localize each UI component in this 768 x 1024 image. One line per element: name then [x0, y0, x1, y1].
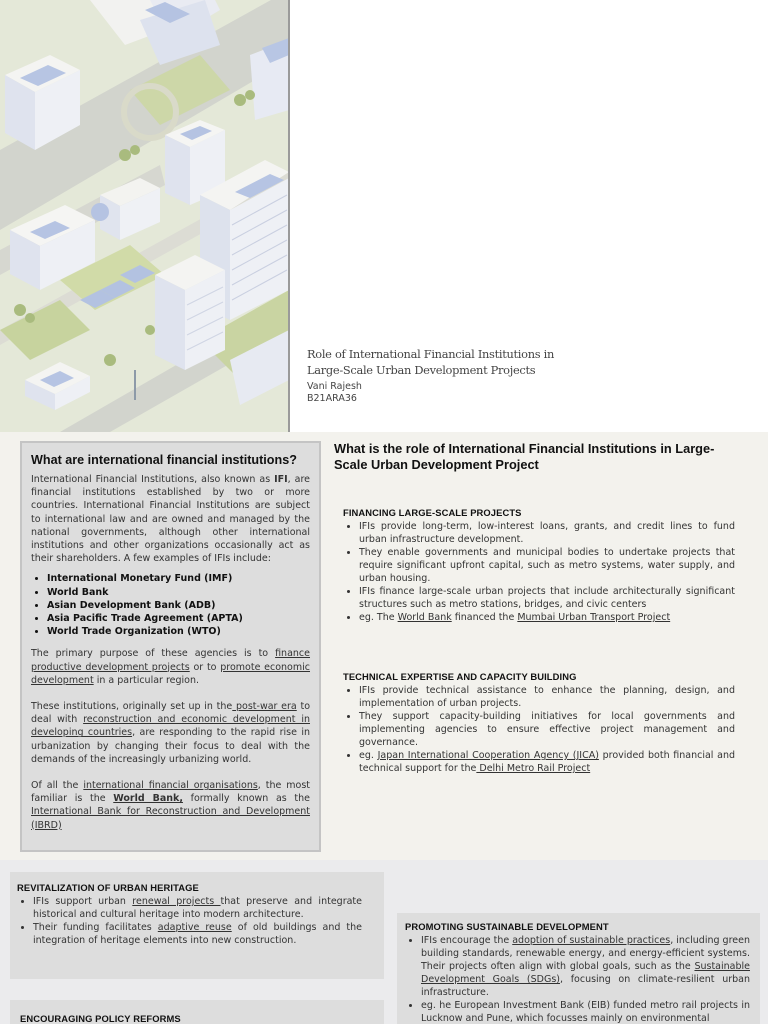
list-item: • eg. he European Investment Bank (EIB) funded metro rail projects in Lucknow and Pune, which focusses mainly on environmental [421, 999, 750, 1024]
list-item: • They support capacity-building initiatives for local governments and implementing agencies to ensure effective project management and governance. [359, 710, 735, 749]
purpose-link-finance[interactable]: finance productive development projects [31, 648, 310, 673]
financing-list [359, 520, 735, 624]
list-item: • International Monetary Fund (IMF) [47, 572, 310, 585]
ifi-purpose: The primary purpose of these agencies is to finance productive development projects or to promote economic development in a particular region. [31, 648, 310, 686]
list-item: • World Trade Organization (WTO) [47, 625, 310, 638]
list-item: • IFIs provide long-term, low-interest loans, grants, and credit lines to fund urban infrastructure development. [359, 520, 735, 546]
technical-list [359, 684, 735, 775]
ifi-history: These institutions, originally set up in the post-war era to deal with reconstruction and economic development in developing countries, are responding to the rapid rise in urbanization by changing their focus to deal with the demands of the increasingly urbanizing world. [31, 701, 311, 765]
worldbank-link-ifo[interactable]: international financial organisations [83, 780, 258, 792]
list-item: • eg. Japan International Cooperation Agency (JICA) provided both financial and technical support for the Delhi Metro Rail Project [359, 749, 735, 775]
document-title [307, 346, 607, 378]
sustainable-heading: PROMOTING SUSTAINABLE DEVELOPMENT [405, 921, 609, 932]
adaptive-reuse-link[interactable]: adaptive reuse [157, 922, 232, 933]
heritage-heading: REVITALIZATION OF URBAN HERITAGE [17, 882, 199, 893]
list-item: • They enable governments and municipal bodies to undertake projects that require significant upfront capital, such as metro systems, water supply, and urban housing. [359, 546, 735, 585]
purpose-link-promote[interactable]: promote economic development [31, 661, 310, 686]
list-item: • Asia Pacific Trade Agreement (APTA) [47, 612, 310, 625]
student-id: B21ARA36 [307, 393, 357, 404]
renewal-projects-link[interactable]: renewal projects [132, 896, 221, 907]
sdg-link[interactable]: Sustainable Development Goals (SDGs) [421, 961, 750, 985]
history-link-postwar[interactable]: post-war era [232, 701, 297, 713]
author-name: Vani Rajesh [307, 381, 362, 392]
role-heading: What is the role of International Financial Institutions in Large-Scale Urban Development Project [334, 441, 715, 472]
list-item: • IFIs support urban renewal projects that preserve and integrate historical and cultural heritage into modern architecture. [33, 895, 362, 921]
history-link-reconstruction[interactable]: reconstruction and economic development in developing countries [31, 714, 310, 739]
sustainable-section [405, 921, 750, 1024]
ifi-examples-list [47, 572, 310, 638]
ifi-definition-box [20, 441, 321, 852]
title-block [307, 346, 607, 405]
hero-divider [288, 0, 290, 432]
list-item: • World Bank [47, 586, 310, 599]
worldbank-link-financing[interactable]: World Bank [397, 612, 452, 623]
mumbai-transport-link[interactable]: Mumbai Urban Transport Project [517, 612, 671, 623]
delhi-metro-link[interactable]: Delhi Metro Rail Project [476, 763, 591, 774]
list-item: • Their funding facilitates adaptive reuse of old buildings and the integration of heritage elements into new construction. [33, 921, 362, 947]
financing-section [343, 507, 735, 624]
ibrd-link[interactable]: International Bank for Reconstruction and Development (IBRD) [31, 806, 310, 831]
sustainable-practices-link[interactable]: adoption of sustainable practices [512, 935, 671, 946]
list-item: • eg. The World Bank financed the Mumbai Urban Transport Project [359, 611, 735, 624]
list-item: • Asian Development Bank (ADB) [47, 599, 310, 612]
ifi-heading: What are international financial institutions? [31, 453, 297, 467]
ifi-worldbank: Of all the international financial organisations, the most familiar is the World Bank, formally known as the International Bank for Reconstruction and Development (IBRD) [31, 780, 311, 831]
list-item: • IFIs encourage the adoption of sustainable practices, including green building standards, renewable energy, and energy-efficient systems. Their projects often align with global goals, such as the Sustainable Development Goals (SDGs), focusing on climate-resilient urban infrastructure. [421, 934, 750, 999]
title-line-2: Large-Scale Urban Development Projects [307, 363, 536, 377]
list-item: • IFIs finance large-scale urban projects that include architecturally significant structures such as metro stations, bridges, and civic centers [359, 585, 735, 611]
title-line-1: Role of International Financial Institutions in [307, 347, 554, 361]
technical-section [343, 671, 735, 775]
policy-heading: ENCOURAGING POLICY REFORMS [20, 1013, 181, 1024]
policy-section [20, 1013, 360, 1024]
sustainable-list [421, 934, 750, 1024]
worldbank-link[interactable]: World Bank, [113, 793, 183, 805]
jica-link[interactable]: Japan International Cooperation Agency (JICA) [377, 750, 599, 761]
heritage-list [33, 895, 362, 947]
financing-heading: FINANCING LARGE-SCALE PROJECTS [343, 507, 522, 518]
hero-city-illustration [0, 0, 289, 432]
list-item: • IFIs provide technical assistance to enhance the planning, design, and implementation of urban projects. [359, 684, 735, 710]
technical-heading: TECHNICAL EXPERTISE AND CAPACITY BUILDING [343, 671, 577, 682]
heritage-section [17, 882, 362, 947]
ifi-intro: International Financial Institutions, also known as IFI, are financial institutions established by two or more countries. International Financial Institutions are subject to international law and are owned and managed by the national governments, although other international institutions and other organizations occasionally act as their shareholders. A few examples of IFIs include: [31, 474, 310, 565]
